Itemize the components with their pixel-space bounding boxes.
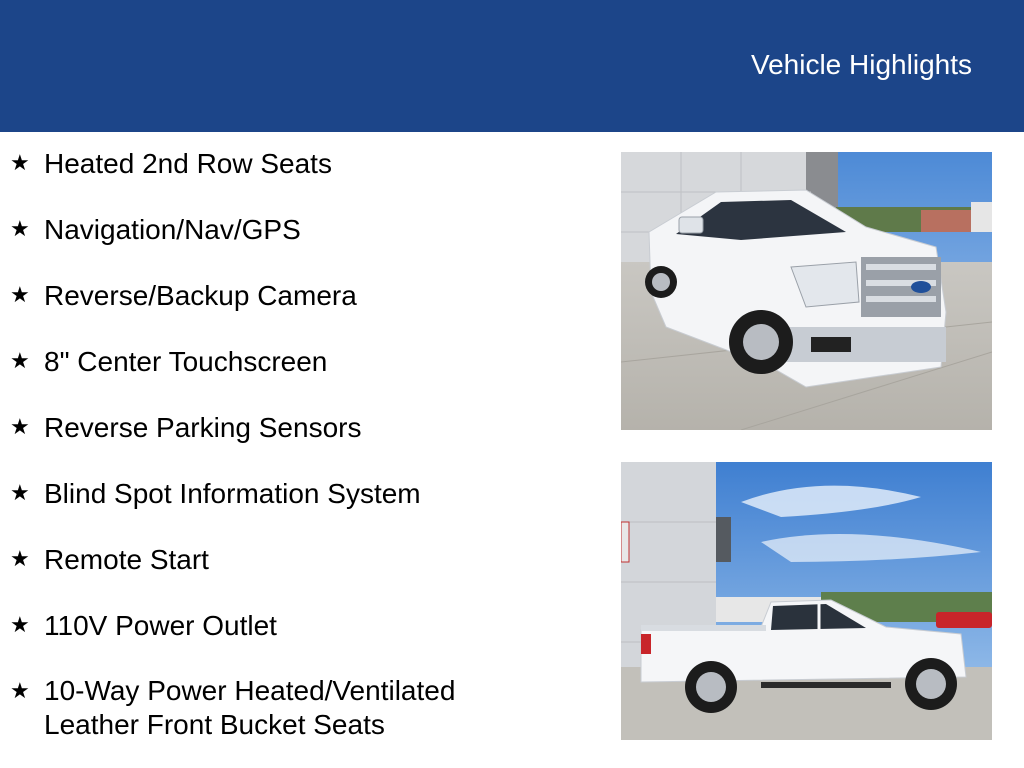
header-banner [0, 0, 1024, 132]
star-icon: ★ [10, 678, 30, 703]
feature-text: 110V Power Outlet [44, 610, 277, 641]
list-item [10, 212, 570, 278]
star-icon: ★ [10, 480, 30, 505]
star-icon: ★ [10, 216, 30, 241]
feature-text: Navigation/Nav/GPS [44, 214, 301, 245]
star-icon: ★ [10, 348, 30, 373]
feature-list [10, 146, 570, 742]
feature-text: Heated 2nd Row Seats [44, 148, 332, 179]
star-icon: ★ [10, 150, 30, 175]
star-icon: ★ [10, 414, 30, 439]
list-item [10, 410, 570, 476]
list-item [10, 344, 570, 410]
list-item [10, 674, 570, 742]
list-item [10, 608, 570, 674]
star-icon: ★ [10, 612, 30, 637]
feature-text: 8" Center Touchscreen [44, 346, 328, 377]
feature-text-line1: 10-Way Power Heated/Ventilated [44, 675, 456, 706]
list-item [10, 542, 570, 608]
feature-text-line2: Leather Front Bucket Seats [44, 709, 385, 740]
list-item [10, 278, 570, 344]
truck-photo-front [621, 152, 992, 430]
list-item [10, 476, 570, 542]
feature-text: Blind Spot Information System [44, 478, 421, 509]
list-item [10, 146, 570, 212]
feature-text: Remote Start [44, 544, 209, 575]
truck-photo-side [621, 462, 992, 740]
feature-text: Reverse/Backup Camera [44, 280, 357, 311]
star-icon: ★ [10, 546, 30, 571]
star-icon: ★ [10, 282, 30, 307]
feature-text: Reverse Parking Sensors [44, 412, 362, 443]
page-title: Vehicle Highlights [750, 49, 972, 80]
